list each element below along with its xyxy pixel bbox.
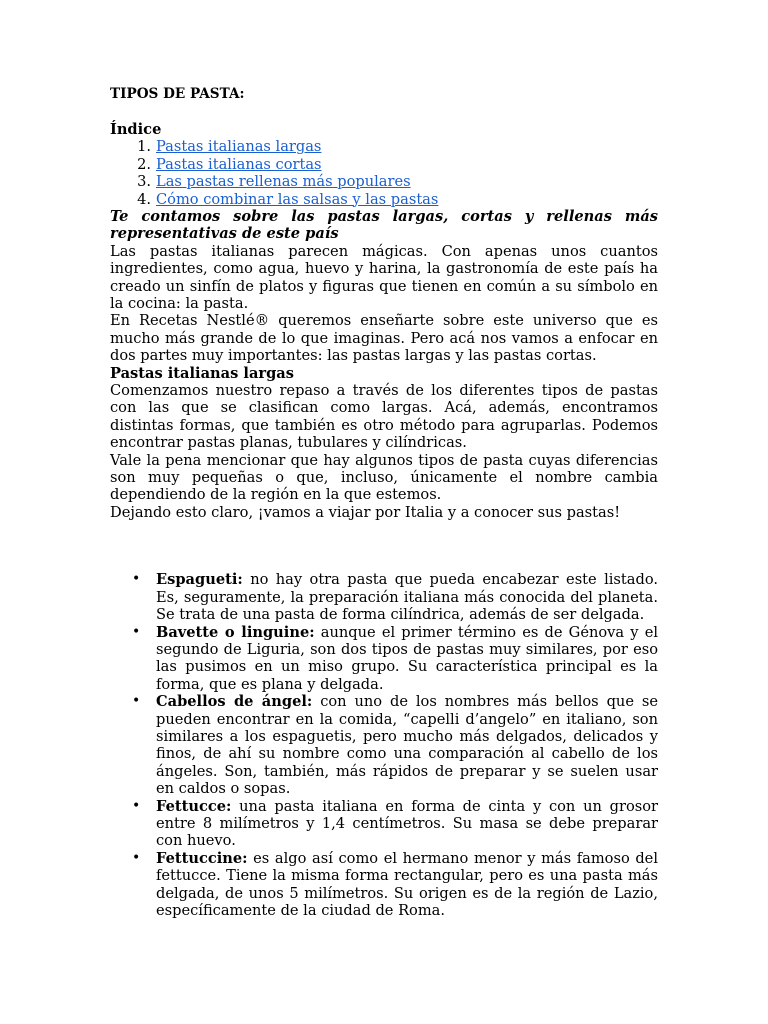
bullet-icon: • (132, 693, 141, 710)
toc-link-pastas-cortas[interactable]: Pastas italianas cortas (156, 155, 322, 173)
list-item-text: una pasta italiana en forma de cinta y con un grosor entre 8 milímetros y 1,4 centímetros. Su masa se debe preparar con huevo. (156, 797, 658, 850)
list-item-term: Fettucce: (156, 797, 232, 815)
list-item-text: no hay otra pasta que pueda encabezar este listado. Es, seguramente, la preparación italiana más conocida del planeta. Se trata de una pasta de forma cilíndrica, además de ser delgada. (156, 571, 658, 624)
index-heading: Índice (110, 121, 162, 138)
list-item-term: Espagueti: (156, 571, 243, 589)
paragraph: En Recetas Nestlé® queremos enseñarte sobre este universo que es mucho más grande de lo que imaginas. Pero acá nos vamos a enfocar en dos partes muy importantes: las pastas largas y las pastas cortas. (110, 312, 658, 365)
bullet-icon: • (132, 849, 141, 866)
toc-item-number: 1. (137, 138, 151, 156)
toc-item (137, 190, 658, 208)
document-title: TIPOS DE PASTA: (110, 86, 245, 102)
list-item (132, 623, 658, 694)
toc-link-pastas-rellenas[interactable]: Las pastas rellenas más populares (156, 173, 411, 191)
spacer (110, 103, 658, 121)
spacer (110, 521, 658, 571)
toc-item-number: 3. (137, 173, 151, 191)
list-item-text: con uno de los nombres más bellos que se pueden encontrar en la comida, “capelli d’angelo” en italiano, son similares a los espaguetis, pero mucho más delgados, delicados y finos, de ahí su nombre como una comparación al cabello de los ángeles. Son, también, más rápidos de preparar y se suelen usar en caldos o sopas. (156, 693, 658, 798)
list-item (132, 797, 658, 850)
toc-item (137, 138, 658, 156)
bullet-icon: • (132, 797, 141, 814)
toc-item (137, 155, 658, 173)
document-page (110, 86, 658, 919)
pasta-list (110, 571, 658, 919)
list-item (132, 693, 658, 798)
paragraph: Dejando esto claro, ¡vamos a viajar por Italia y a conocer sus pastas! (110, 503, 621, 521)
paragraph: Vale la pena mencionar que hay algunos tipos de pasta cuyas diferencias son muy pequeñas o que, incluso, únicamente el nombre cambia dependiendo de la región en la que estemos. (110, 451, 658, 504)
table-of-contents (110, 138, 658, 208)
bullet-icon: • (132, 571, 141, 588)
paragraph: Las pastas italianas parecen mágicas. Con apenas unos cuantos ingredientes, como agua, huevo y harina, la gastronomía de este país ha creado un sinfín de platos y figuras que tienen en común a su símbolo en la cocina: la pasta. (110, 242, 658, 312)
toc-item-number: 4. (137, 190, 151, 208)
list-item-term: Bavette o linguine: (156, 623, 315, 641)
intro-heading: Te contamos sobre las pastas largas, cortas y rellenas más representativas de este país (110, 207, 658, 243)
list-item-text: es algo así como el hermano menor y más famoso del fettucce. Tiene la misma forma rectangular, pero es una pasta más delgada, de unos 5 milímetros. Su origen es de la región de Lazio, específicamente de la ciudad de Roma. (156, 849, 658, 919)
toc-item (137, 173, 658, 191)
list-item (132, 849, 658, 920)
list-item-term: Fettuccine: (156, 849, 248, 867)
list-item-term: Cabellos de ángel: (156, 693, 313, 711)
list-item-text: aunque el primer término es de Génova y el segundo de Liguria, son dos tipos de pastas muy similares, por eso las pusimos en un miso grupo. Su característica principal es la forma, que es plana y delgada. (156, 623, 658, 693)
toc-link-pastas-largas[interactable]: Pastas italianas largas (156, 138, 322, 156)
list-item (132, 571, 658, 624)
section-heading: Pastas italianas largas (110, 364, 294, 382)
toc-item-number: 2. (137, 155, 151, 173)
bullet-icon: • (132, 623, 141, 640)
toc-link-salsas[interactable]: Cómo combinar las salsas y las pastas (156, 190, 439, 208)
paragraph: Comenzamos nuestro repaso a través de los diferentes tipos de pastas con las que se clasifican como largas. Acá, además, encontramos distintas formas, que también es otro método para agruparlas. Podemos encontrar pastas planas, tubulares y cilíndricas. (110, 382, 658, 452)
